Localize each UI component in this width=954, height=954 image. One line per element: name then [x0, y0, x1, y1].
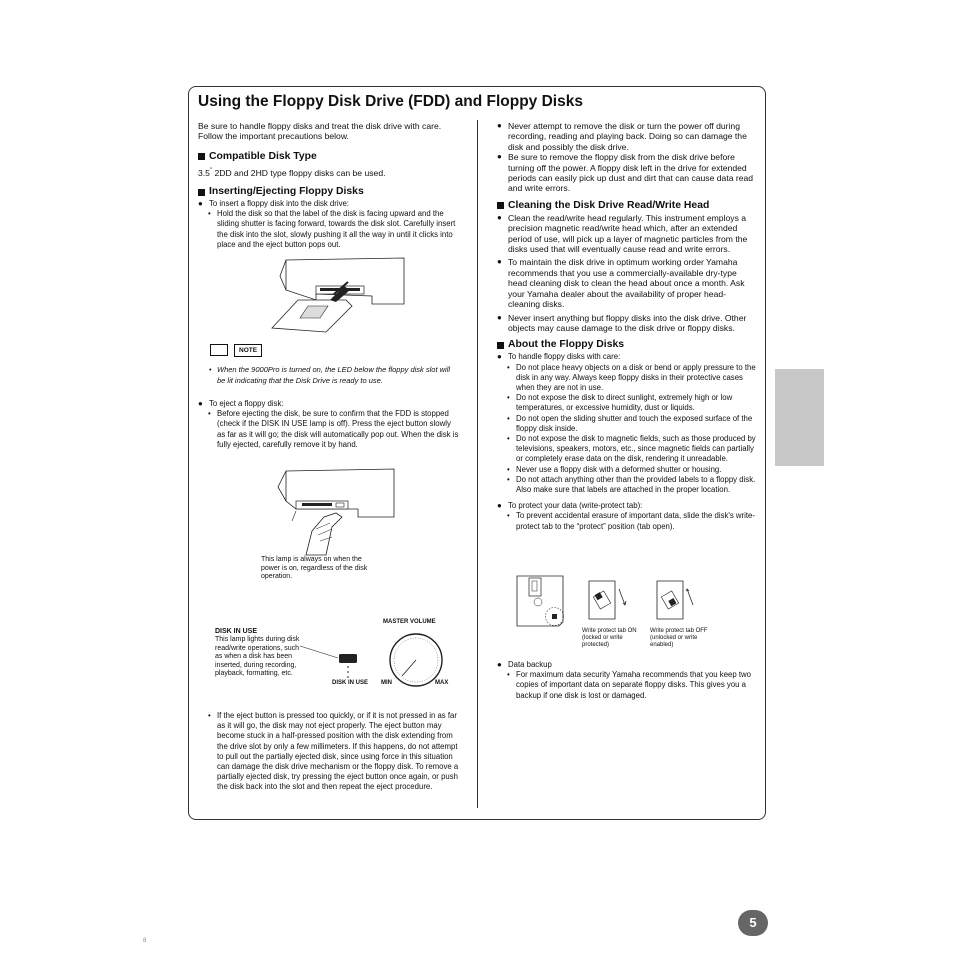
inserting-heading: Inserting/Ejecting Floppy Disks	[198, 186, 460, 198]
right-column	[497, 121, 757, 532]
cleaning-heading: Cleaning the Disk Drive Read/Write Head	[497, 200, 757, 212]
clean-bullet-2: ● To maintain the disk drive in optimum working order Yamaha recommends that you use a commercially-available dry-type head cleaning disk to clean the head about once a month. Ask your Yamaha dealer about the availability of proper head-cleaning disks.	[497, 257, 757, 309]
handle-bullet: ● To handle floppy disks with care:	[497, 352, 757, 362]
note-text: • When the 9000Pro is turned on, the LED below the floppy disk slot will be lit indicating that the Disk Drive is ready to use.	[198, 365, 460, 387]
insert-sub: • Hold the disk so that the label of the disk is facing upward and the sliding shutter is facing forward, towards the disk slot. Carefully insert the disk into the slot, slowly pushing it all the way in until it clicks into place and the eject button pops out.	[198, 209, 460, 250]
handle-sub-2: • Do not expose the disk to direct sunlight, extremely high or low temperatures, or excessive humidity, dust or liquids.	[497, 393, 757, 413]
tab-on-caption: Write protect tab ON (locked or write protected)	[582, 628, 637, 648]
note-block	[198, 343, 460, 387]
floppy-disk-illustration	[515, 574, 567, 628]
eject-block	[198, 399, 460, 450]
note-label: NOTE	[234, 344, 262, 357]
disk-in-use-title: DISK IN USE	[215, 628, 258, 635]
disk-eject-illustration	[266, 467, 396, 557]
handle-sub-5: • Never use a floppy disk with a deformed shutter or housing.	[497, 465, 757, 475]
handle-sub-3: • Do not open the sliding shutter and touch the exposed surface of the floppy disk inside.	[497, 414, 757, 434]
compatible-text-sup: "	[209, 167, 213, 174]
about-heading: About the Floppy Disks	[497, 339, 757, 351]
handle-sub-6: • Do not attach anything other than the provided labels to a floppy disk. Also make sure that labels are attached in the proper location.	[497, 475, 757, 495]
left-column	[198, 121, 460, 250]
backup-sub: • For maximum data security Yamaha recommends that you keep two copies of important data on separate floppy disks. This gives you a backup if one disk is lost or damaged.	[497, 670, 757, 701]
insert-bullet: ● To insert a floppy disk into the disk drive:	[198, 199, 460, 209]
disk-in-use-panel-label: DISK IN USE	[332, 680, 369, 686]
section-tab	[775, 369, 824, 466]
handle-sub-1: • Do not place heavy objects on a disk or bend or apply pressure to the disk in any way. Always keep floppy disks in their protective cases when they are not in use.	[497, 363, 757, 394]
min-label: MIN	[381, 680, 392, 686]
clean-bullet-1: ● Clean the read/write head regularly. This instrument employs a precision magnetic read/write head which, after an extended period of use, will pick up a layer of magnetic particles from the disks used that will eventually cause read and write errors.	[497, 213, 757, 255]
footer-mark: 8	[143, 938, 147, 944]
eject-sub: • Before ejecting the disk, be sure to confirm that the FDD is stopped (check if the DISK IN USE lamp is off). Press the eject button slowly as far as it will go; the disk will automatically pop out. When the disk is fully ejected, carefully remove it by hand.	[198, 409, 460, 450]
compatible-text-b: 2DD and 2HD type floppy disks can be used.	[212, 167, 386, 178]
handle-sub-4: • Do not expose the disk to magnetic fields, such as those produced by televisions, speakers, motors, etc., since magnetic fields can partially or completely erase data on the disk, rendering it unreadable.	[497, 434, 757, 465]
column-divider	[477, 120, 478, 808]
compatible-heading: Compatible Disk Type	[198, 151, 460, 163]
note-keyboard-icon	[210, 344, 228, 356]
compatible-text-a: 3.5	[198, 167, 210, 178]
panel-illustration	[298, 616, 458, 694]
master-volume-label: MASTER VOLUME	[383, 619, 436, 625]
page-number: 5	[738, 910, 768, 936]
page-title: Using the Floppy Disk Drive (FDD) and Floppy Disks	[198, 93, 583, 110]
disk-insert-illustration	[268, 256, 408, 334]
tab-on-illustration	[587, 579, 629, 623]
protect-bullet: ● To protect your data (write-protect tab):	[497, 501, 757, 511]
note-badge	[210, 344, 262, 357]
lamp-caption: This lamp is always on when the power is on, regardless of the disk operation.	[261, 556, 368, 581]
tab-off-illustration	[655, 579, 697, 623]
eject-warning-block	[198, 711, 460, 793]
eject-warning: • If the eject button is pressed too quickly, or if it is not pressed in as far as it will go, the disk may not eject properly. The eject button may become stuck in a half-pressed position with the disk extending from the drive slot by only a few millimeters. If this happens, do not attempt to pull out the partially ejected disk, since using force in this situation can damage the disk drive mechanism or the floppy disk. To remove a partially ejected disk, try pressing the eject button once again, or push the disk back into the slot and then repeat the eject procedure.	[198, 711, 460, 793]
bullet-power-off: ● Be sure to remove the floppy disk from the disk drive before turning off the power. A floppy disk left in the drive for extended periods can easily pick up dust and dirt that can cause data read and write errors.	[497, 152, 757, 194]
backup-bullet: ● Data backup	[497, 660, 757, 670]
bullet-remove-disk: ● Never attempt to remove the disk or turn the power off during recording, reading and playing back. Doing so can damage the disk and possibly the disk drive.	[497, 121, 757, 152]
eject-bullet: ● To eject a floppy disk:	[198, 399, 460, 409]
intro-text: Be sure to handle floppy disks and treat the disk drive with care. Follow the important precautions below.	[198, 121, 442, 142]
disk-in-use-text: This lamp lights during disk read/write operations, such as when a disk has been inserted, during recording, playback, formatting, etc.	[215, 636, 300, 678]
backup-block	[497, 660, 757, 701]
clean-bullet-3: ● Never insert anything but floppy disks into the disk drive. Other objects may cause damage to the disk drive or floppy disks.	[497, 313, 757, 334]
tab-off-caption: Write protect tab OFF (unlocked or write enabled)	[650, 628, 708, 648]
protect-sub: • To prevent accidental erasure of important data, slide the disk's write-protect tab to the “protect” position (tab open).	[497, 511, 757, 531]
compatible-text	[198, 166, 460, 178]
max-label: MAX	[435, 680, 449, 686]
